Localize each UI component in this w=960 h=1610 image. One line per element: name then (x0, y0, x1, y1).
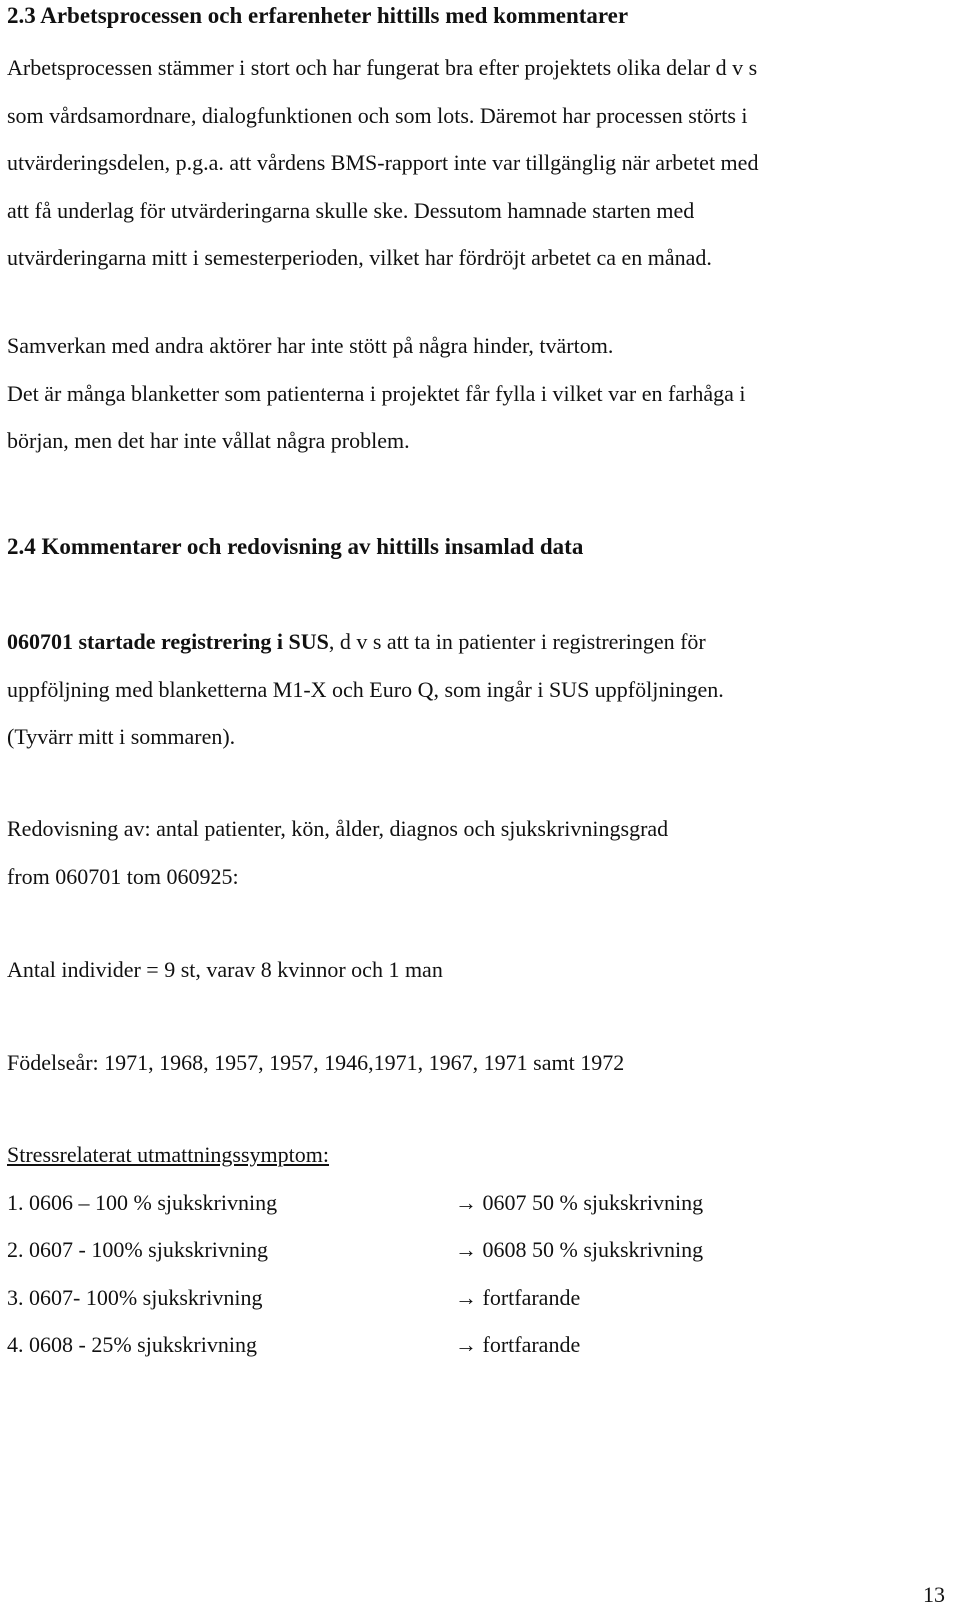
paragraph-line: Arbetsprocessen stämmer i stort och har fungerat bra efter projektets olika delar d v s (7, 55, 758, 80)
paragraph-line: utvärderingarna mitt i semesterperioden, vilket har fördröjt arbetet ca en månad. (7, 245, 712, 270)
sick-leave-outcome: → 0608 50 % sjukskrivning (455, 1237, 704, 1262)
paragraph-line: Det är många blanketter som patienterna i projektet får fylla i vilket var en farhåga i (7, 380, 746, 406)
section-heading-2-3: 2.3 Arbetsprocessen och erfarenheter hittills med kommentarer (7, 3, 629, 28)
sick-leave-start: 2. 0607 - 100% sjukskrivning (7, 1237, 268, 1262)
paragraph-line: början, men det har inte vållat några problem. (7, 428, 410, 453)
sick-leave-outcome: → fortfarande (455, 1284, 581, 1310)
page-number: 13 (923, 1582, 945, 1607)
paragraph-report (7, 805, 668, 900)
registration-lead: 060701 startade registrering i SUS (7, 629, 329, 654)
stress-heading: Stressrelaterat utmattningssymptom: (7, 1142, 330, 1167)
sick-leave-start: 4. 0608 - 25% sjukskrivning (7, 1332, 257, 1357)
paragraph-line: uppföljning med blanketterna M1-X och Euro Q, som ingår i SUS uppföljningen. (7, 676, 724, 702)
list-item (7, 1179, 947, 1227)
individuals-count: Antal individer = 9 st, varav 8 kvinnor och 1 man (7, 957, 443, 982)
paragraph-line: som vårdsamordnare, dialogfunktionen och som lots. Däremot har processen störts i (7, 102, 748, 128)
paragraph-line: from 060701 tom 060925: (7, 863, 239, 889)
paragraph-line: Samverkan med andra aktörer har inte stött på några hinder, tvärtom. (7, 333, 614, 358)
list-item (7, 1226, 947, 1274)
sick-leave-start: 1. 0606 – 100 % sjukskrivning (7, 1189, 278, 1215)
sick-leave-outcome: → fortfarande (455, 1332, 581, 1357)
paragraph-line: utvärderingsdelen, p.g.a. att vårdens BMS-rapport inte var tillgänglig när arbetet med (7, 150, 759, 175)
registration-rest: , d v s att ta in patienter i registreringen för (328, 629, 706, 654)
paragraph-registration (7, 618, 724, 761)
paragraph-work-process (7, 44, 758, 282)
stress-section (7, 1131, 947, 1369)
paragraph-line: Redovisning av: antal patienter, kön, ålder, diagnos och sjukskrivningsgrad (7, 816, 669, 841)
paragraph-line: (Tyvärr mitt i sommaren). (7, 724, 236, 749)
paragraph-collaboration (7, 322, 746, 465)
list-item (7, 1274, 947, 1322)
birth-years: Födelseår: 1971, 1968, 1957, 1957, 1946,1971, 1967, 1971 samt 1972 (7, 1050, 625, 1075)
list-item (7, 1321, 947, 1369)
sick-leave-start: 3. 0607- 100% sjukskrivning (7, 1284, 263, 1310)
sick-leave-outcome: → 0607 50 % sjukskrivning (455, 1189, 704, 1215)
paragraph-line (7, 618, 724, 666)
paragraph-line: att få underlag för utvärderingarna skulle ske. Dessutom hamnade starten med (7, 197, 695, 223)
section-heading-2-4: 2.4 Kommentarer och redovisning av hittills insamlad data (7, 534, 584, 559)
